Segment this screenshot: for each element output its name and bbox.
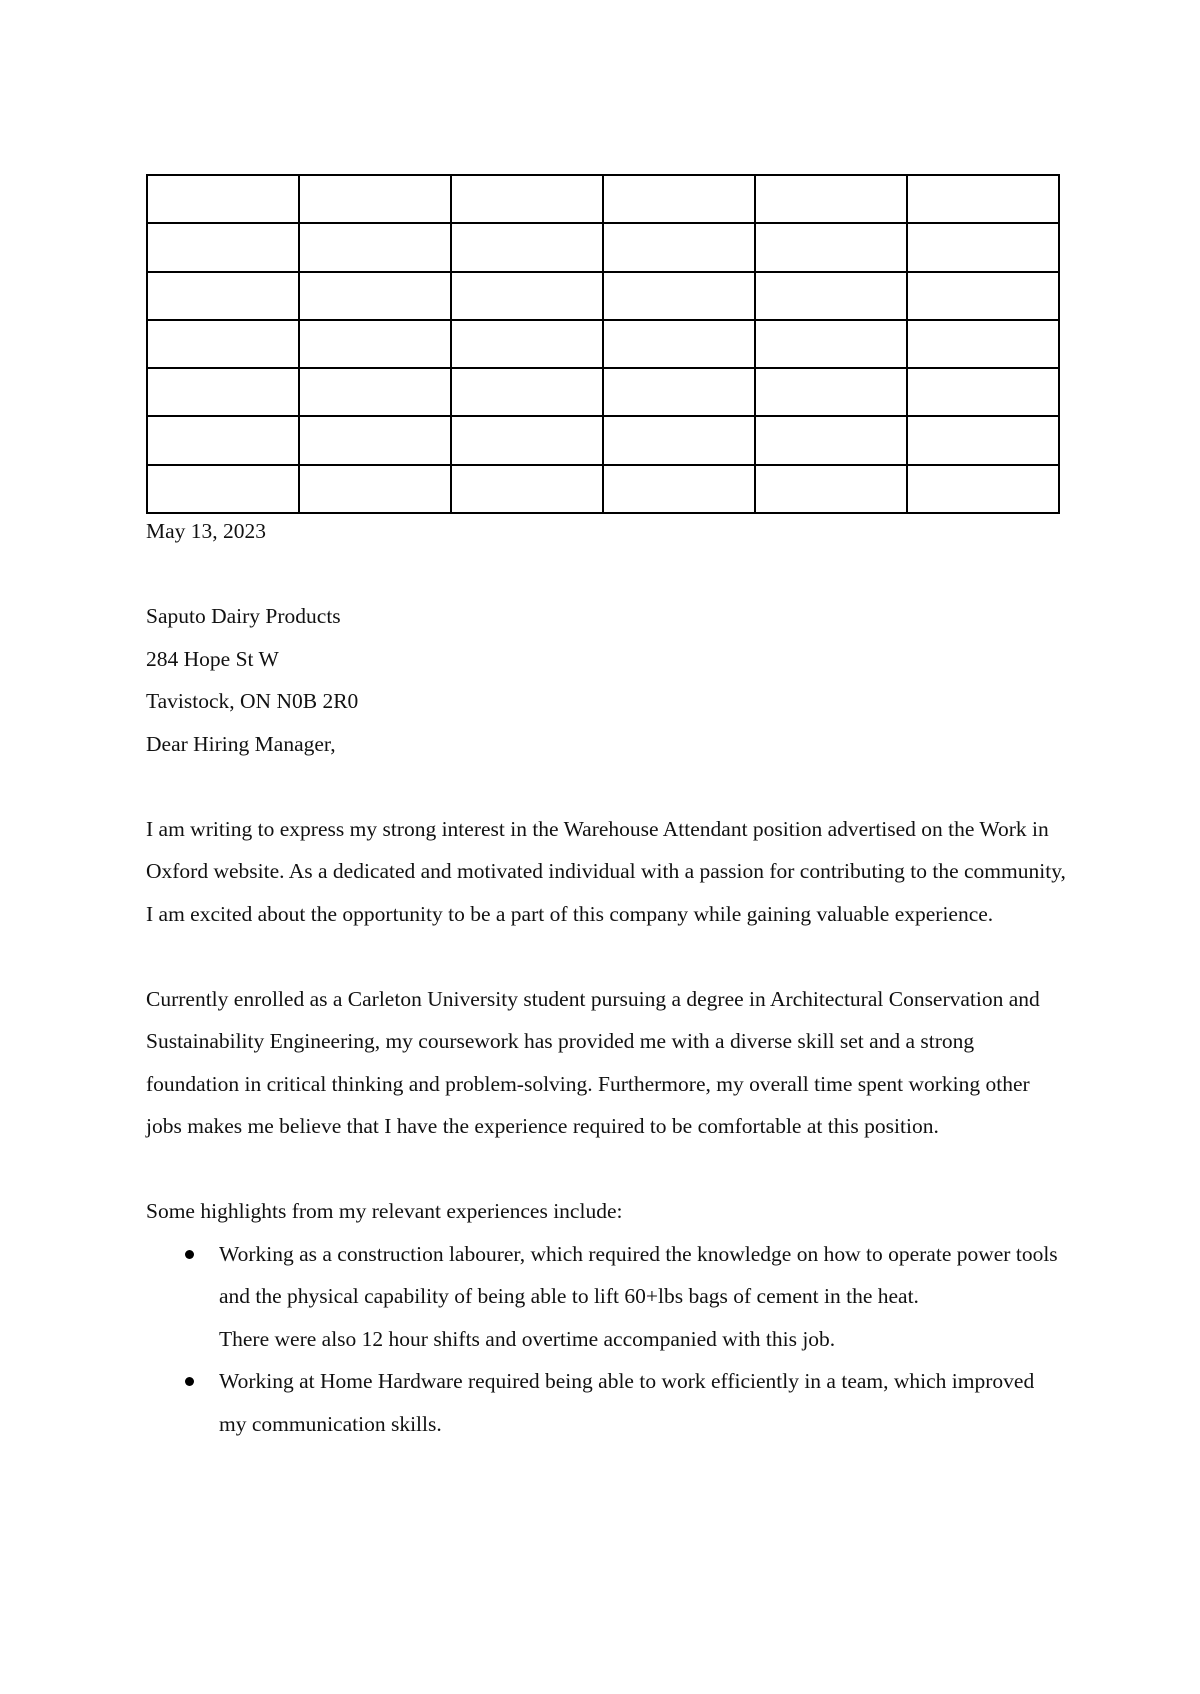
- table-cell: [299, 465, 451, 513]
- table-cell: [603, 175, 755, 223]
- table-cell: [451, 272, 603, 320]
- table-cell: [907, 320, 1059, 368]
- table-cell: [755, 272, 907, 320]
- bullet-icon: [185, 1250, 194, 1259]
- table-row: [147, 368, 1059, 416]
- table-row: [147, 416, 1059, 464]
- table-cell: [451, 368, 603, 416]
- table-row: [147, 272, 1059, 320]
- table-cell: [907, 272, 1059, 320]
- spacer: [146, 765, 1066, 808]
- table-cell: [147, 416, 299, 464]
- table-cell: [907, 175, 1059, 223]
- table-cell: [299, 416, 451, 464]
- table-cell: [451, 175, 603, 223]
- letter-date: May 13, 2023: [146, 519, 267, 543]
- cover-letter: [146, 510, 1066, 1445]
- table-cell: [603, 320, 755, 368]
- table-cell: [147, 368, 299, 416]
- table-cell: [451, 465, 603, 513]
- list-item: [146, 1233, 1066, 1361]
- spacer: [146, 553, 1066, 596]
- body-paragraph-education: Currently enrolled as a Carleton University student pursuing a degree in Architectural Conservation and Sustainability Engineering, my coursework has provided me with a diverse skill set and a strong foundation in critical thinking and problem-solving. Furthermore, my overall time spent working other jobs makes me believe that I have the experience required to be comfortable at this position.: [146, 986, 1040, 1138]
- spacer: [146, 935, 1066, 978]
- bullet-icon: [185, 1377, 194, 1386]
- table-cell: [147, 320, 299, 368]
- table-row: [147, 223, 1059, 271]
- recipient-street: 284 Hope St W: [146, 646, 279, 671]
- body-paragraph-intro: I am writing to express my strong interest in the Warehouse Attendant position advertised on the Work in Oxford website. As a dedicated and motivated individual with a passion for contributing to the community, I am excited about the opportunity to be a part of this company while gaining valuable experience.: [146, 816, 1066, 926]
- table-cell: [147, 223, 299, 271]
- table-cell: [907, 465, 1059, 513]
- highlight-text: Working as a construction labourer, which required the knowledge on how to operate power tools and the physical capability of being able to lift 60+lbs bags of cement in the heat.: [219, 1241, 1058, 1308]
- recipient-address: [146, 595, 1066, 723]
- table-cell: [603, 465, 755, 513]
- recipient-city: Tavistock, ON N0B 2R0: [146, 689, 359, 713]
- highlights-list: [146, 1233, 1066, 1446]
- table-cell: [147, 175, 299, 223]
- table-cell: [299, 223, 451, 271]
- table-cell: [755, 465, 907, 513]
- table-row: [147, 465, 1059, 513]
- table-cell: [755, 368, 907, 416]
- highlights-intro: Some highlights from my relevant experiences include:: [146, 1199, 623, 1223]
- table-cell: [755, 416, 907, 464]
- table-cell: [603, 368, 755, 416]
- recipient-company: Saputo Dairy Products: [146, 604, 341, 628]
- table-row: [147, 320, 1059, 368]
- table-cell: [907, 416, 1059, 464]
- spacer: [146, 1148, 1066, 1191]
- table-cell: [603, 223, 755, 271]
- table-cell: [755, 320, 907, 368]
- highlight-subtext: There were also 12 hour shifts and overtime accompanied with this job.: [219, 1326, 836, 1351]
- table-cell: [451, 320, 603, 368]
- empty-grid-table: [146, 174, 1060, 514]
- highlight-text: Working at Home Hardware required being able to work efficiently in a team, which improved my communication skills.: [219, 1369, 1035, 1436]
- table-cell: [755, 175, 907, 223]
- table-cell: [451, 223, 603, 271]
- table-cell: [147, 272, 299, 320]
- table-cell: [755, 223, 907, 271]
- table-cell: [299, 272, 451, 320]
- table-cell: [603, 272, 755, 320]
- table-cell: [907, 223, 1059, 271]
- list-item: [146, 1360, 1066, 1445]
- table-cell: [907, 368, 1059, 416]
- table-cell: [603, 416, 755, 464]
- table-cell: [299, 320, 451, 368]
- table-cell: [451, 416, 603, 464]
- table-cell: [299, 175, 451, 223]
- table-row: [147, 175, 1059, 223]
- table-cell: [299, 368, 451, 416]
- table-cell: [147, 465, 299, 513]
- salutation: Dear Hiring Manager,: [146, 731, 336, 756]
